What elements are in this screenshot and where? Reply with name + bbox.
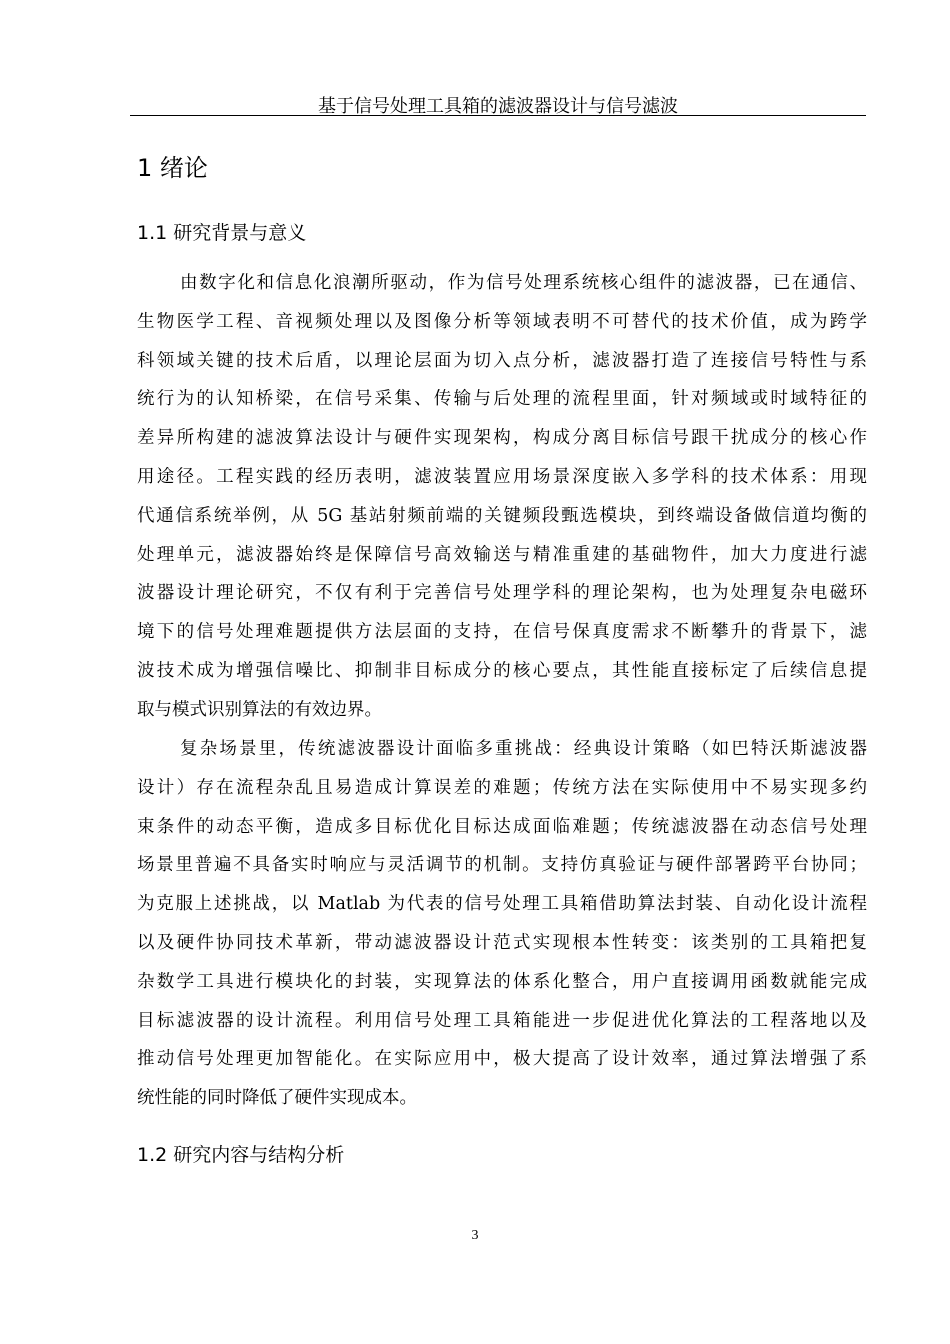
- text-line: 由数字化和信息化浪潮所驱动，作为信号处理系统核心组件的滤波器，已在通信、: [180, 273, 867, 293]
- text-line: 用途径。工程实践的经历表明，滤波装置应用场景深度嵌入多学科的技术体系：用现: [137, 466, 867, 487]
- running-header: 基于信号处理工具箱的滤波器设计与信号滤波: [318, 96, 678, 117]
- paragraph-1: [137, 264, 867, 730]
- text-line: 推动信号处理更加智能化。在实际应用中，极大提高了设计效率，通过算法增强了系: [137, 1049, 867, 1070]
- text-line: 生物医学工程、音视频处理以及图像分析等领域表明不可替代的技术价值，成为跨学: [137, 311, 867, 332]
- paragraph-2: [137, 730, 867, 1118]
- text-line: 统行为的认知桥梁，在信号采集、传输与后处理的流程里面，针对频域或时域特征的: [137, 389, 867, 410]
- text-line: 场景里普遍不具备实时响应与灵活调节的机制。支持仿真验证与硬件部署跨平台协同；: [137, 855, 867, 876]
- text-line: 设计）存在流程杂乱且易造成计算误差的难题；传统方法在实际使用中不易实现多约: [137, 777, 867, 798]
- text-line: 科领域关键的技术后盾，以理论层面为切入点分析，滤波器打造了连接信号特性与系: [137, 350, 867, 371]
- text-line: 境下的信号处理难题提供方法层面的支持，在信号保真度需求不断攀升的背景下，滤: [137, 622, 867, 643]
- text-line: 波技术成为增强信噪比、抑制非目标成分的核心要点，其性能直接标定了后续信息提: [137, 660, 867, 681]
- page-number: 3: [471, 1228, 479, 1243]
- text-line: 目标滤波器的设计流程。利用信号处理工具箱能进一步促进优化算法的工程落地以及: [137, 1010, 867, 1031]
- text-line: 差异所构建的滤波算法设计与硬件实现架构，构成分离目标信号跟干扰成分的核心作: [137, 428, 867, 449]
- text-line: 以及硬件协同技术革新，带动滤波器设计范式实现根本性转变：该类别的工具箱把复: [137, 932, 867, 953]
- text-line: 处理单元，滤波器始终是保障信号高效输送与精准重建的基础物件，加大力度进行滤: [137, 544, 867, 565]
- text-line: 统性能的同时降低了硬件实现成本。: [137, 1088, 417, 1109]
- section-heading-1-2: 1.2 研究内容与结构分析: [137, 1144, 345, 1166]
- chapter-title: 1 绪论: [137, 154, 208, 182]
- text-line: 代通信系统举例，从 5G 基站射频前端的关键频段甄选模块，到终端设备做信道均衡的: [137, 505, 867, 526]
- text-line: 杂数学工具进行模块化的封装，实现算法的体系化整合，用户直接调用函数就能完成: [137, 971, 867, 992]
- text-line: 为克服上述挑战，以 Matlab 为代表的信号处理工具箱借助算法封装、自动化设计流程: [137, 894, 867, 915]
- text-line: 复杂场景里，传统滤波器设计面临多重挑战：经典设计策略（如巴特沃斯滤波器: [180, 739, 867, 759]
- header-rule: [130, 115, 866, 116]
- section-heading-1-1: 1.1 研究背景与意义: [137, 222, 307, 244]
- text-line: 束条件的动态平衡，造成多目标优化目标达成面临难题；传统滤波器在动态信号处理: [137, 816, 867, 837]
- text-line: 波器设计理论研究，不仅有利于完善信号处理学科的理论架构，也为处理复杂电磁环: [137, 583, 867, 604]
- text-line: 取与模式识别算法的有效边界。: [137, 699, 382, 720]
